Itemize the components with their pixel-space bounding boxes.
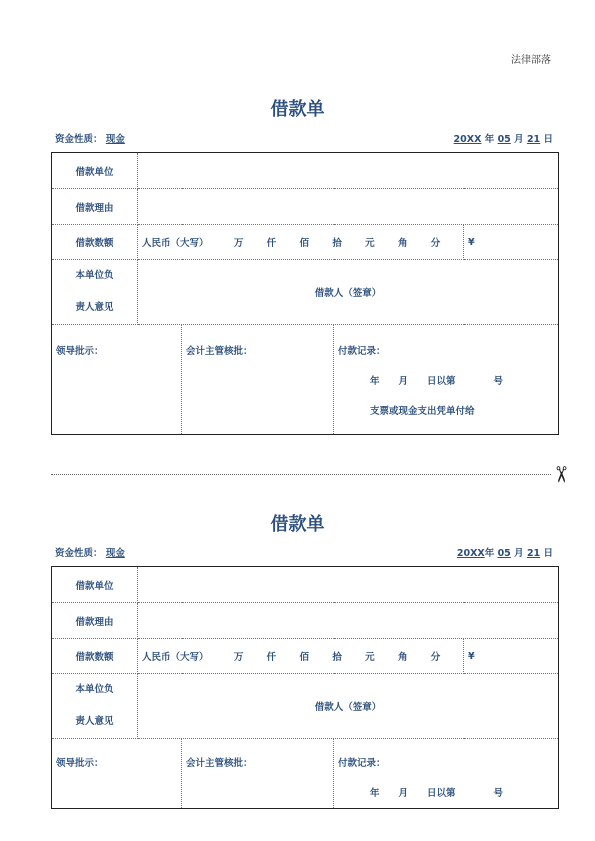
form1-nature bbox=[55, 131, 125, 145]
unit-bai: 佰 bbox=[299, 652, 309, 663]
accounting-label: 会计主管核批： bbox=[186, 346, 253, 357]
borrower-sign: 借款人（签章） bbox=[138, 260, 559, 325]
row-reason-label: 借款理由 bbox=[52, 189, 138, 225]
unit-shi: 拾 bbox=[332, 652, 342, 663]
leader-cell bbox=[52, 325, 182, 435]
unit-fen: 分 bbox=[430, 652, 441, 663]
date-year-unit: 年 bbox=[484, 134, 495, 145]
date-day: 21 bbox=[526, 548, 541, 559]
nature-value: 现金 bbox=[105, 548, 125, 559]
form2-nature bbox=[55, 545, 125, 559]
cut-line bbox=[51, 474, 551, 475]
row-unit-value bbox=[138, 153, 559, 189]
date-day-unit: 日 bbox=[543, 134, 553, 145]
date-day: 21 bbox=[526, 134, 541, 145]
opinion-line2: 责人意见 bbox=[75, 302, 114, 313]
unit-bai: 佰 bbox=[299, 238, 309, 249]
payment-method-line: 支票或现金支出凭单付给 bbox=[370, 406, 475, 417]
unit-jiao: 角 bbox=[397, 652, 408, 663]
unit-fen: 分 bbox=[430, 238, 441, 249]
date-month: 05 bbox=[497, 548, 511, 559]
row-reason-value bbox=[138, 603, 559, 639]
amount-words bbox=[138, 225, 464, 260]
amount-figure bbox=[464, 639, 559, 674]
unit-wan: 万 bbox=[233, 238, 244, 249]
payment-date-line: 年 月 日以第 号 bbox=[370, 376, 504, 387]
leader-label: 领导批示： bbox=[56, 346, 104, 357]
brand-label: 法律部落 bbox=[511, 55, 551, 66]
opinion-line1: 本单位负 bbox=[75, 684, 114, 695]
scissors-icon: ✂ bbox=[547, 465, 573, 484]
amount-figure bbox=[464, 225, 559, 260]
unit-yuan: 元 bbox=[365, 652, 375, 663]
unit-qian: 仟 bbox=[266, 652, 277, 663]
nature-label: 资金性质： bbox=[55, 548, 103, 559]
payment-date-line: 年 月 日以第 号 bbox=[370, 788, 504, 799]
opinion-label bbox=[52, 674, 138, 739]
form2-table bbox=[51, 566, 559, 809]
unit-wan: 万 bbox=[233, 652, 244, 663]
form1-table bbox=[51, 152, 559, 435]
amount-words bbox=[138, 639, 464, 674]
opinion-line1: 本单位负 bbox=[75, 270, 114, 281]
date-year-unit: 年 bbox=[484, 548, 495, 559]
form2-date bbox=[457, 545, 553, 559]
unit-qian: 仟 bbox=[266, 238, 277, 249]
row-reason-value bbox=[138, 189, 559, 225]
accounting-cell bbox=[182, 325, 334, 435]
row-amount-label: 借款数额 bbox=[52, 225, 138, 260]
date-year: 20XX bbox=[456, 548, 485, 559]
borrower-sign: 借款人（签章） bbox=[138, 674, 559, 739]
date-year: 20XX bbox=[453, 134, 482, 145]
accounting-cell bbox=[182, 739, 334, 809]
date-month-unit: 月 bbox=[514, 548, 524, 559]
accounting-label: 会计主管核批： bbox=[186, 758, 253, 769]
date-month: 05 bbox=[497, 134, 511, 145]
unit-yuan: 元 bbox=[365, 238, 375, 249]
form1-title: 借款单 bbox=[270, 99, 325, 120]
rmb-label: 人民币（大写） bbox=[142, 652, 209, 663]
nature-label: 资金性质： bbox=[55, 134, 103, 145]
date-day-unit: 日 bbox=[543, 548, 553, 559]
row-unit-value bbox=[138, 567, 559, 603]
nature-value: 现金 bbox=[105, 134, 125, 145]
leader-label: 领导批示： bbox=[56, 758, 104, 769]
unit-shi: 拾 bbox=[332, 238, 342, 249]
row-unit-label: 借款单位 bbox=[52, 153, 138, 189]
opinion-label bbox=[52, 260, 138, 325]
leader-cell bbox=[52, 739, 182, 809]
rmb-label: 人民币（大写） bbox=[142, 238, 209, 249]
row-unit-label: 借款单位 bbox=[52, 567, 138, 603]
date-month-unit: 月 bbox=[514, 134, 524, 145]
payment-cell bbox=[334, 739, 559, 809]
row-reason-label: 借款理由 bbox=[52, 603, 138, 639]
form1-date bbox=[454, 131, 553, 145]
opinion-line2: 责人意见 bbox=[75, 716, 114, 727]
payment-cell bbox=[334, 325, 559, 435]
yen-symbol: ¥ bbox=[468, 236, 475, 248]
form2-title: 借款单 bbox=[270, 514, 325, 535]
yen-symbol: ¥ bbox=[468, 650, 475, 662]
payment-label: 付款记录： bbox=[338, 346, 386, 357]
row-amount-label: 借款数额 bbox=[52, 639, 138, 674]
unit-jiao: 角 bbox=[397, 238, 408, 249]
payment-label: 付款记录： bbox=[338, 758, 386, 769]
